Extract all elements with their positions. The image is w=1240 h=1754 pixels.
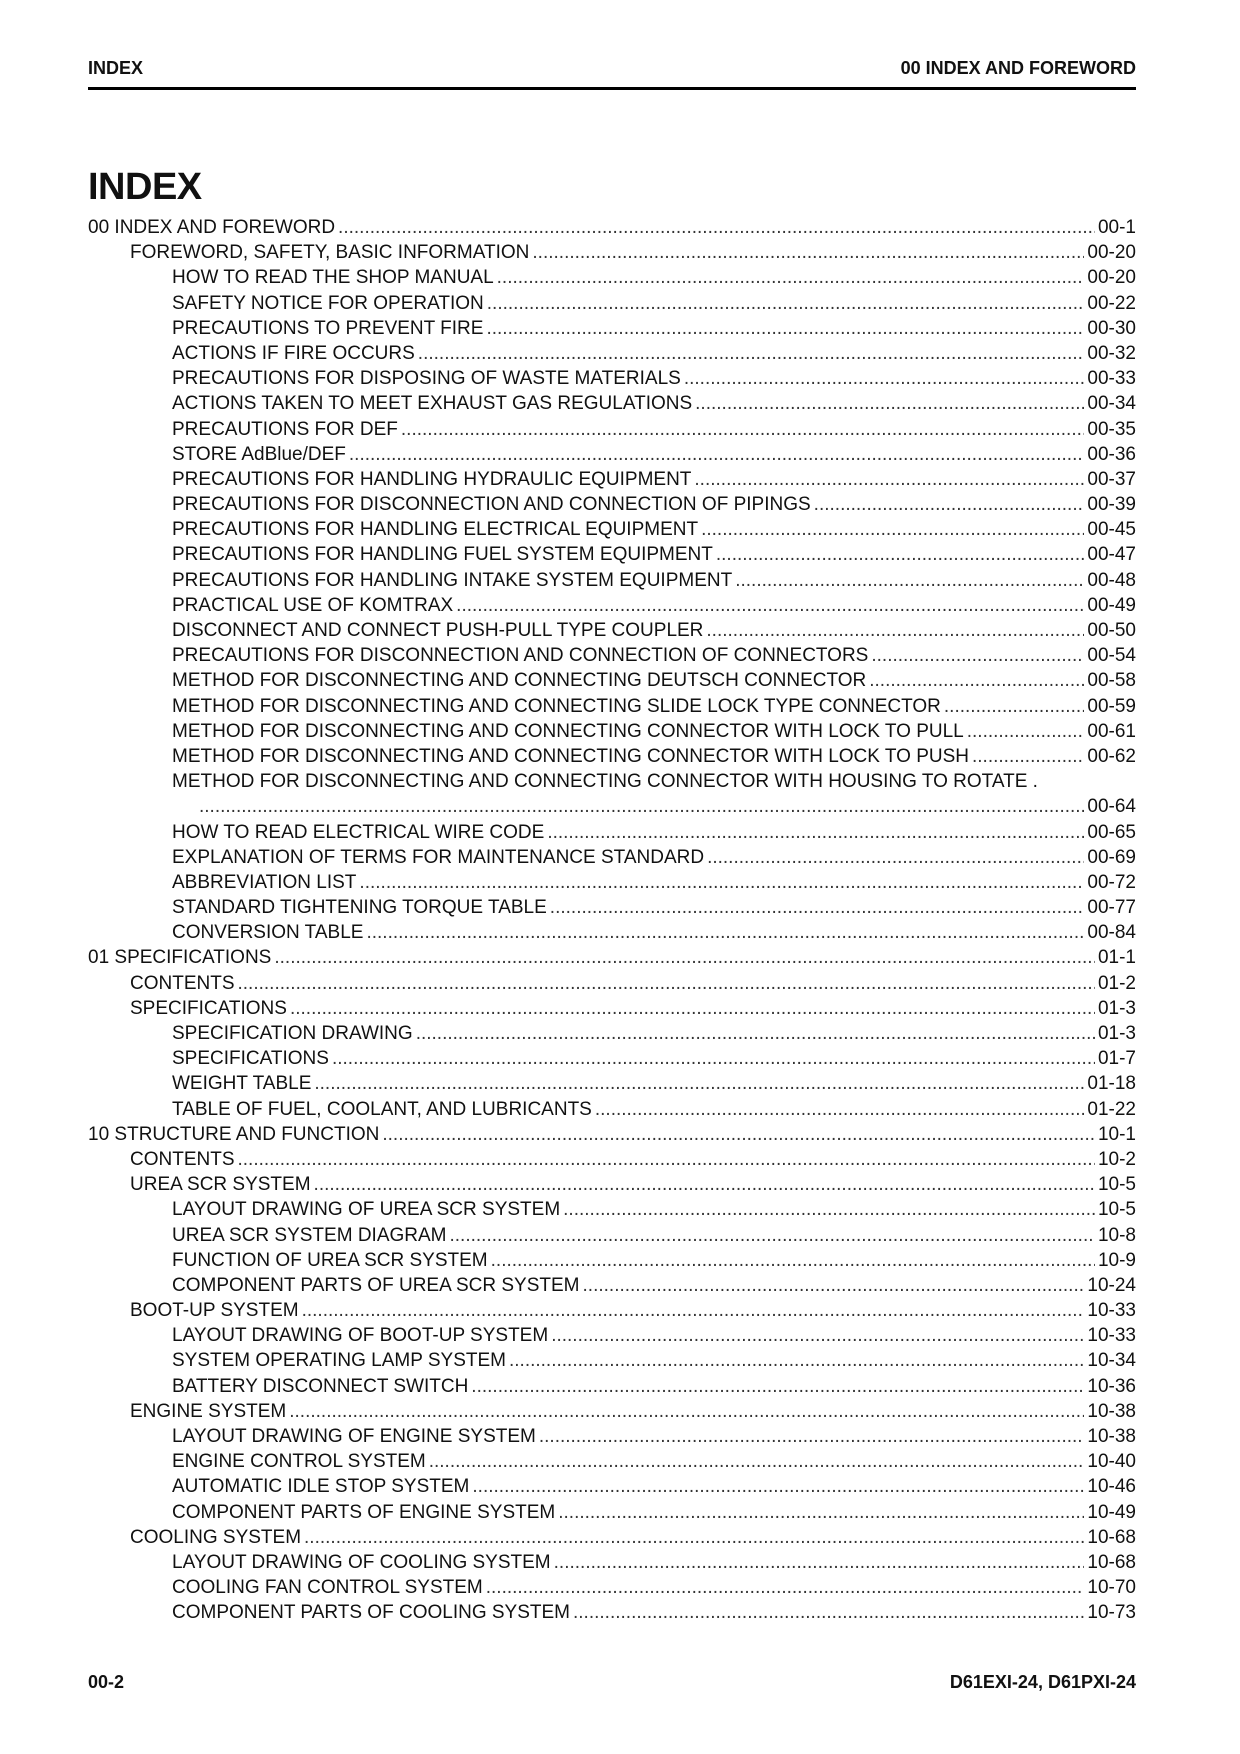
toc-entry-page: 00-45 — [1087, 519, 1136, 541]
toc-entry[interactable] — [88, 1197, 1136, 1222]
toc-entry-page: 01-2 — [1097, 972, 1136, 994]
toc-entry[interactable] — [88, 744, 1136, 769]
dot-leader — [486, 1575, 1085, 1600]
toc-entry[interactable] — [88, 291, 1136, 316]
toc-entry[interactable] — [88, 391, 1136, 416]
toc-entry[interactable] — [88, 341, 1136, 366]
dot-leader — [695, 391, 1084, 416]
dot-leader — [338, 215, 1095, 240]
toc-entry-page: 10-46 — [1087, 1476, 1136, 1498]
toc-entry-title: SYSTEM OPERATING LAMP SYSTEM — [172, 1350, 506, 1372]
toc-entry-page: 10-1 — [1097, 1123, 1136, 1145]
toc-entry[interactable] — [88, 920, 1136, 945]
toc-entry[interactable] — [88, 618, 1136, 643]
toc-entry[interactable] — [88, 1399, 1136, 1424]
dot-leader — [416, 1021, 1095, 1046]
toc-entry[interactable] — [88, 895, 1136, 920]
header-chapter-label: 00 INDEX AND FOREWORD — [900, 58, 1136, 78]
toc-entry-title: 10 STRUCTURE AND FUNCTION — [88, 1123, 380, 1145]
toc-entry[interactable] — [88, 1525, 1136, 1550]
toc-entry[interactable] — [88, 417, 1136, 442]
toc-entry-title: SPECIFICATIONS — [130, 997, 287, 1019]
toc-entry-page: 10-68 — [1087, 1551, 1136, 1573]
toc-entry[interactable] — [88, 366, 1136, 391]
toc-entry-page: 01-3 — [1097, 1023, 1136, 1044]
dot-leader — [563, 1197, 1095, 1222]
toc-entry[interactable] — [88, 265, 1136, 290]
toc-entry-title: UREA SCR SYSTEM DIAGRAM — [172, 1224, 447, 1246]
dot-leader — [583, 1273, 1085, 1298]
toc-entry-page: 00-64 — [1087, 796, 1136, 818]
dot-leader — [366, 920, 1084, 945]
toc-entry[interactable] — [88, 820, 1136, 845]
toc-entry-page: 10-70 — [1087, 1577, 1136, 1599]
dot-leader — [382, 1122, 1095, 1147]
toc-entry-title: HOW TO READ ELECTRICAL WIRE CODE — [172, 821, 545, 843]
dot-leader — [869, 668, 1084, 693]
toc-entry[interactable] — [88, 467, 1136, 492]
toc-entry-page: 00-37 — [1087, 468, 1136, 490]
toc-entry-title: FOREWORD, SAFETY, BASIC INFORMATION — [130, 242, 530, 264]
table-of-contents — [88, 215, 1136, 1626]
toc-entry-title: UREA SCR SYSTEM — [130, 1174, 311, 1196]
dot-leader — [547, 820, 1084, 845]
toc-entry-page: 00-35 — [1087, 418, 1136, 440]
toc-entry-page: 10-34 — [1087, 1350, 1136, 1372]
toc-entry-title: COOLING SYSTEM — [130, 1526, 302, 1548]
dot-leader — [944, 694, 1085, 719]
dot-leader — [456, 593, 1084, 618]
toc-entry-title: STORE AdBlue/DEF — [172, 443, 346, 465]
toc-entry-page: 00-58 — [1087, 670, 1136, 692]
toc-entry[interactable] — [88, 1600, 1136, 1625]
toc-entry[interactable] — [88, 971, 1136, 996]
toc-entry-title: COMPONENT PARTS OF UREA SCR SYSTEM — [172, 1274, 580, 1296]
dot-leader — [304, 1525, 1084, 1550]
toc-entry-page: 10-38 — [1087, 1400, 1136, 1422]
dot-leader — [450, 1223, 1095, 1248]
toc-entry-page: 00-84 — [1087, 922, 1136, 944]
toc-entry-title: 01 SPECIFICATIONS — [88, 947, 272, 969]
toc-entry[interactable] — [88, 1097, 1136, 1122]
dot-leader — [972, 744, 1084, 769]
toc-entry[interactable] — [88, 542, 1136, 567]
page-header — [88, 56, 1136, 90]
dot-leader — [274, 945, 1095, 970]
dot-leader — [554, 1550, 1085, 1575]
toc-entry[interactable] — [88, 1172, 1136, 1197]
dot-leader — [551, 1323, 1084, 1348]
toc-entry-page: 00-20 — [1087, 242, 1136, 264]
toc-entry-page: 00-34 — [1087, 393, 1136, 415]
toc-entry-page: 00-39 — [1087, 494, 1136, 516]
toc-entry-title: METHOD FOR DISCONNECTING AND CONNECTING DEUTSCH CONNECTOR — [172, 670, 867, 692]
toc-entry[interactable] — [88, 517, 1136, 542]
toc-entry-title: METHOD FOR DISCONNECTING AND CONNECTING CONNECTOR WITH LOCK TO PULL — [172, 720, 964, 742]
toc-entry[interactable] — [88, 1550, 1136, 1575]
dot-leader — [509, 1348, 1084, 1373]
toc-entry-title: CONTENTS — [130, 1148, 235, 1170]
toc-entry-title: PRECAUTIONS FOR HANDLING HYDRAULIC EQUIPMENT — [172, 468, 692, 490]
toc-entry-page: 00-32 — [1087, 342, 1136, 364]
dot-leader — [199, 794, 1084, 819]
toc-entry[interactable] — [88, 668, 1136, 693]
toc-entry-page: 10-73 — [1087, 1602, 1136, 1624]
toc-entry-title: WEIGHT TABLE — [172, 1073, 312, 1095]
dot-leader — [472, 1474, 1084, 1499]
dot-leader — [332, 1046, 1095, 1071]
toc-entry[interactable] — [88, 1575, 1136, 1600]
page-title: INDEX — [88, 166, 202, 208]
toc-entry-title: PRECAUTIONS TO PREVENT FIRE — [172, 317, 484, 339]
toc-entry-title: TABLE OF FUEL, COOLANT, AND LUBRICANTS — [172, 1098, 592, 1120]
toc-entry-title: CONVERSION TABLE — [172, 922, 364, 944]
toc-entry-title: SPECIFICATION DRAWING — [172, 1023, 413, 1044]
dot-leader — [314, 1071, 1084, 1096]
toc-entry[interactable] — [88, 492, 1136, 517]
toc-entry-title: ACTIONS IF FIRE OCCURS — [172, 342, 415, 364]
toc-entry-page: 00-48 — [1087, 569, 1136, 591]
toc-entry[interactable] — [88, 643, 1136, 668]
toc-entry-title: METHOD FOR DISCONNECTING AND CONNECTING CONNECTOR WITH HOUSING TO ROTATE . — [172, 771, 1038, 793]
toc-entry-page: 00-65 — [1087, 821, 1136, 843]
toc-entry-page: 00-30 — [1087, 317, 1136, 339]
toc-entry-page: 10-5 — [1097, 1174, 1136, 1196]
toc-entry-page: 10-36 — [1087, 1375, 1136, 1397]
toc-entry-page: 00-62 — [1087, 745, 1136, 767]
dot-leader — [429, 1449, 1085, 1474]
toc-entry-page: 00-36 — [1087, 443, 1136, 465]
dot-leader — [359, 870, 1084, 895]
dot-leader — [238, 1147, 1095, 1172]
toc-entry-title: METHOD FOR DISCONNECTING AND CONNECTING CONNECTOR WITH LOCK TO PUSH — [172, 745, 969, 767]
toc-entry[interactable] — [88, 794, 1136, 819]
toc-entry-title: COMPONENT PARTS OF COOLING SYSTEM — [172, 1602, 570, 1624]
dot-leader — [595, 1097, 1085, 1122]
toc-entry[interactable] — [88, 1223, 1136, 1248]
toc-entry-title: EXPLANATION OF TERMS FOR MAINTENANCE STANDARD — [172, 846, 705, 868]
toc-entry-title: ACTIONS TAKEN TO MEET EXHAUST GAS REGULATIONS — [172, 393, 693, 415]
toc-entry-title: LAYOUT DRAWING OF UREA SCR SYSTEM — [172, 1199, 561, 1221]
dot-leader — [532, 240, 1084, 265]
toc-entry-title: CONTENTS — [130, 972, 235, 994]
toc-entry-page: 01-3 — [1097, 997, 1136, 1019]
toc-entry-title: LAYOUT DRAWING OF BOOT-UP SYSTEM — [172, 1325, 549, 1347]
toc-entry[interactable] — [88, 1424, 1136, 1449]
dot-leader — [814, 492, 1085, 517]
toc-entry[interactable] — [88, 1500, 1136, 1525]
toc-entry-page: 10-24 — [1087, 1274, 1136, 1296]
toc-entry[interactable] — [88, 1071, 1136, 1096]
toc-entry-page: 10-9 — [1097, 1249, 1136, 1271]
toc-entry-title: AUTOMATIC IDLE STOP SYSTEM — [172, 1476, 470, 1498]
dot-leader — [471, 1374, 1084, 1399]
toc-entry[interactable] — [88, 240, 1136, 265]
toc-entry[interactable] — [88, 719, 1136, 744]
toc-entry[interactable] — [88, 1273, 1136, 1298]
dot-leader — [486, 316, 1084, 341]
toc-entry-title: COOLING FAN CONTROL SYSTEM — [172, 1577, 483, 1599]
toc-entry-title: ENGINE SYSTEM — [130, 1400, 287, 1422]
dot-leader — [539, 1424, 1085, 1449]
toc-entry-title: LAYOUT DRAWING OF COOLING SYSTEM — [172, 1551, 551, 1573]
page-footer — [88, 1672, 1136, 1696]
toc-entry-title: SAFETY NOTICE FOR OPERATION — [172, 292, 484, 314]
toc-entry[interactable] — [88, 769, 1136, 794]
toc-entry-page: 10-33 — [1087, 1300, 1136, 1322]
toc-entry-title: PRECAUTIONS FOR HANDLING FUEL SYSTEM EQUIPMENT — [172, 544, 713, 566]
dot-leader — [558, 1500, 1084, 1525]
toc-entry-title: FUNCTION OF UREA SCR SYSTEM — [172, 1249, 488, 1271]
toc-entry-page: 00-1 — [1097, 217, 1136, 238]
toc-entry[interactable] — [88, 1122, 1136, 1147]
toc-entry-title: STANDARD TIGHTENING TORQUE TABLE — [172, 897, 547, 919]
toc-entry[interactable] — [88, 316, 1136, 341]
dot-leader — [418, 341, 1085, 366]
dot-leader — [349, 442, 1085, 467]
dot-leader — [735, 568, 1084, 593]
dot-leader — [716, 542, 1085, 567]
toc-entry-title: BATTERY DISCONNECT SWITCH — [172, 1375, 469, 1397]
toc-entry-page: 10-8 — [1097, 1224, 1136, 1246]
toc-entry[interactable] — [88, 945, 1136, 970]
toc-entry-title: PRECAUTIONS FOR DISCONNECTION AND CONNECTION OF PIPINGS — [172, 494, 811, 516]
toc-entry-page: 10-33 — [1087, 1325, 1136, 1347]
toc-entry-page: 00-61 — [1087, 720, 1136, 742]
toc-entry-page: 00-72 — [1087, 871, 1136, 893]
toc-entry[interactable] — [88, 1298, 1136, 1323]
toc-entry[interactable] — [88, 215, 1136, 240]
dot-leader — [289, 1399, 1084, 1424]
dot-leader — [302, 1298, 1085, 1323]
toc-entry-page: 10-38 — [1087, 1426, 1136, 1447]
toc-entry-title: LAYOUT DRAWING OF ENGINE SYSTEM — [172, 1426, 536, 1447]
dot-leader — [967, 719, 1085, 744]
dot-leader — [290, 996, 1095, 1021]
toc-entry-page: 00-59 — [1087, 695, 1136, 717]
dot-leader — [550, 895, 1085, 920]
toc-entry[interactable] — [88, 1323, 1136, 1348]
dot-leader — [487, 291, 1085, 316]
dot-leader — [401, 417, 1084, 442]
dot-leader — [706, 618, 1084, 643]
toc-entry-page: 01-1 — [1097, 947, 1136, 969]
toc-entry[interactable] — [88, 1348, 1136, 1373]
toc-entry-page: 00-49 — [1087, 594, 1136, 616]
toc-entry-page: 01-22 — [1087, 1098, 1136, 1120]
dot-leader — [573, 1600, 1084, 1625]
toc-entry-page: 00-22 — [1087, 292, 1136, 314]
toc-entry[interactable] — [88, 568, 1136, 593]
toc-entry-title: PRECAUTIONS FOR DISCONNECTION AND CONNECTION OF CONNECTORS — [172, 645, 869, 667]
toc-entry-title: DISCONNECT AND CONNECT PUSH-PULL TYPE COUPLER — [172, 620, 704, 641]
toc-entry-title: BOOT-UP SYSTEM — [130, 1300, 299, 1322]
model-label: D61EXI-24, D61PXI-24 — [949, 1672, 1136, 1692]
toc-entry-title: HOW TO READ THE SHOP MANUAL — [172, 267, 494, 289]
toc-entry-page: 00-20 — [1087, 267, 1136, 289]
toc-entry-page: 00-54 — [1087, 645, 1136, 667]
dot-leader — [491, 1248, 1095, 1273]
toc-entry[interactable] — [88, 1021, 1136, 1046]
dot-leader — [707, 845, 1084, 870]
toc-entry[interactable] — [88, 1248, 1136, 1273]
dot-leader — [871, 643, 1084, 668]
toc-entry-page: 00-33 — [1087, 368, 1136, 390]
toc-entry-title: PRECAUTIONS FOR HANDLING INTAKE SYSTEM EQUIPMENT — [172, 569, 733, 591]
toc-entry-title: PRACTICAL USE OF KOMTRAX — [172, 594, 454, 616]
toc-entry-title: PRECAUTIONS FOR DEF — [172, 418, 398, 440]
toc-entry-page: 10-40 — [1087, 1451, 1136, 1473]
toc-entry-title: SPECIFICATIONS — [172, 1048, 329, 1070]
toc-entry[interactable] — [88, 1147, 1136, 1172]
toc-entry[interactable] — [88, 593, 1136, 618]
toc-entry-title: METHOD FOR DISCONNECTING AND CONNECTING SLIDE LOCK TYPE CONNECTOR — [172, 695, 941, 717]
toc-entry-page: 10-49 — [1087, 1501, 1136, 1523]
toc-entry-page: 00-69 — [1087, 846, 1136, 868]
toc-entry[interactable] — [88, 1374, 1136, 1399]
toc-entry[interactable] — [88, 870, 1136, 895]
toc-entry-title: COMPONENT PARTS OF ENGINE SYSTEM — [172, 1501, 556, 1523]
header-section-label: INDEX — [88, 58, 144, 78]
toc-entry-page: 01-7 — [1097, 1048, 1136, 1070]
toc-entry-page: 10-5 — [1097, 1199, 1136, 1221]
dot-leader — [684, 366, 1085, 391]
toc-entry[interactable] — [88, 996, 1136, 1021]
dot-leader — [694, 467, 1084, 492]
dot-leader — [701, 517, 1084, 542]
dot-leader — [238, 971, 1095, 996]
toc-entry-title: 00 INDEX AND FOREWORD — [88, 217, 336, 238]
toc-entry-page: 00-77 — [1087, 897, 1136, 919]
toc-entry[interactable] — [88, 845, 1136, 870]
dot-leader — [314, 1172, 1095, 1197]
toc-entry-title: ENGINE CONTROL SYSTEM — [172, 1451, 426, 1473]
toc-entry-page: 00-47 — [1087, 544, 1136, 566]
toc-entry[interactable] — [88, 694, 1136, 719]
toc-entry-page: 10-68 — [1087, 1526, 1136, 1548]
toc-entry[interactable] — [88, 1449, 1136, 1474]
toc-entry[interactable] — [88, 1046, 1136, 1071]
toc-entry-page: 00-50 — [1087, 620, 1136, 641]
toc-entry[interactable] — [88, 442, 1136, 467]
toc-entry-page: 10-2 — [1097, 1148, 1136, 1170]
toc-entry-page: 01-18 — [1087, 1073, 1136, 1095]
dot-leader — [497, 265, 1085, 290]
toc-entry-title: ABBREVIATION LIST — [172, 871, 357, 893]
page-number: 00-2 — [88, 1672, 125, 1692]
toc-entry-title: PRECAUTIONS FOR HANDLING ELECTRICAL EQUIPMENT — [172, 519, 699, 541]
toc-entry[interactable] — [88, 1474, 1136, 1499]
toc-entry-title: PRECAUTIONS FOR DISPOSING OF WASTE MATERIALS — [172, 368, 681, 390]
